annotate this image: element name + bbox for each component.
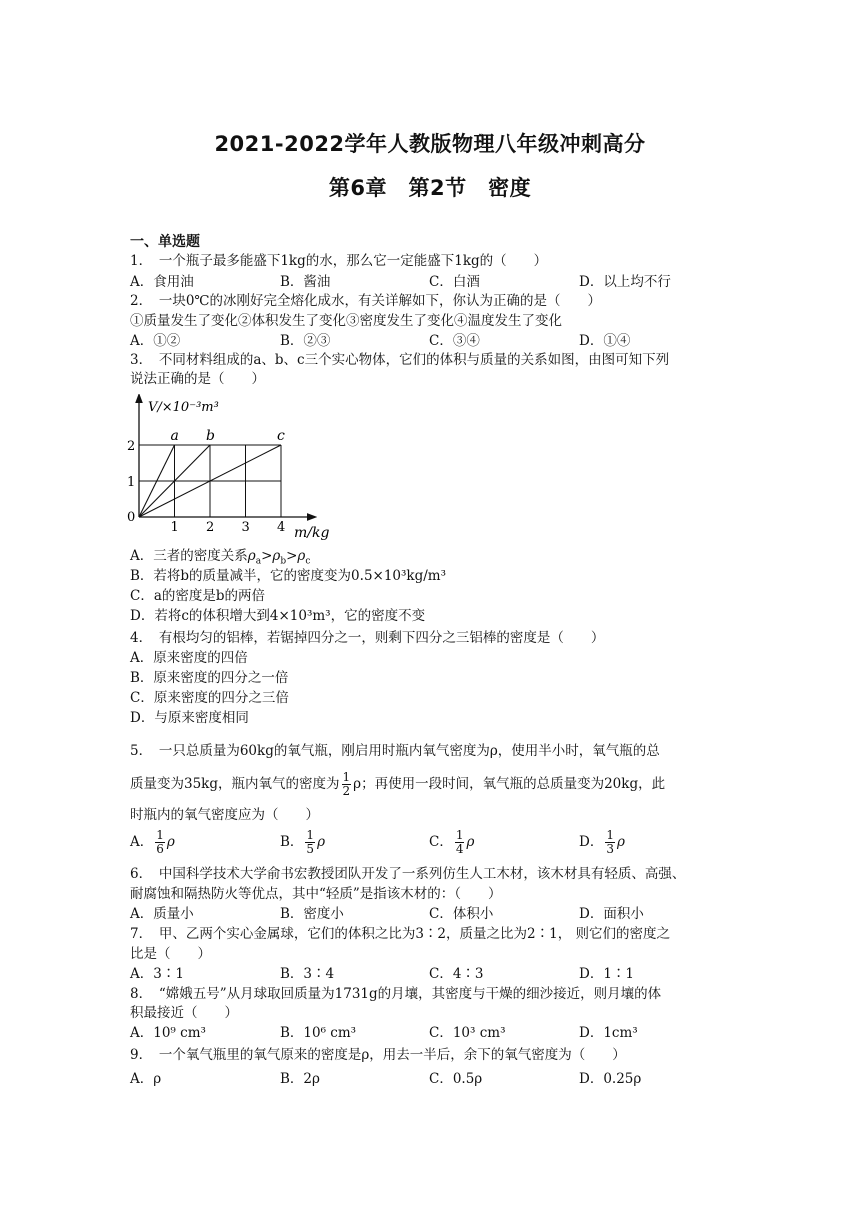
series-lines (139, 428, 285, 517)
q2-option-a: A．①② (130, 333, 181, 349)
q8-option-d: D．1cm³ (579, 1025, 638, 1041)
q5-line3: 时瓶内的氧气密度应为（ ） (130, 807, 319, 823)
x-tick-label: 4 (277, 520, 286, 535)
q3-option-a: A．三者的密度关系$\rho_a>\rho_b>\rho_c$ (130, 548, 311, 567)
q4-option-d: D．与原来密度相同 (130, 710, 249, 726)
q3-stem-cont: 说法正确的是（ ） (130, 371, 265, 387)
q5-line2: 质量变为35kg，瓶内氧气的密度为 $\frac{1}{2}$ ρ；再使用一段时间，氧气瓶的总质量变为20kg，此 (130, 770, 666, 798)
q6-line1: 6． 中国科学技术大学俞书宏教授团队开发了一系列仿生人工木材，该木材具有轻质、高强、 (130, 866, 686, 882)
tick-labels (127, 439, 285, 535)
q2-option-d: D．①④ (579, 333, 631, 349)
q3-option-b: B．若将b的质量减半，它的密度变为0.5×10³kg/m³ (130, 568, 447, 584)
y-tick-label: 1 (127, 475, 136, 490)
x-tick-label: 1 (170, 520, 179, 535)
series-label-a: a (170, 428, 179, 444)
q7-option-d: D．1∶1 (579, 966, 635, 982)
q4-option-c: C．原来密度的四分之三倍 (130, 690, 289, 706)
volume-mass-graph (122, 394, 352, 542)
q9-option-c: C．0.5ρ (429, 1071, 483, 1087)
y-axis-label: V/×10⁻³m³ (148, 400, 219, 415)
q4-stem: 4． 有根均匀的铝棒，若锯掉四分之一，则剩下四分之三铝棒的密度是（ ） (130, 630, 605, 646)
chapter-subtitle: 第6章 第2节 密度 (328, 176, 532, 200)
q2-option-c: C．③④ (429, 333, 480, 349)
q9-option-b: B．2ρ (280, 1071, 320, 1087)
q4-option-a: A．原来密度的四倍 (130, 650, 248, 666)
q2-stem: 2． 一块0℃的冰刚好完全熔化成水，有关详解如下，你认为正确的是（ ） (130, 293, 602, 309)
q1-option-d: D．以上均不行 (579, 274, 671, 290)
q7-option-b: B．3∶4 (280, 966, 335, 982)
q8-option-c: C．10³ cm³ (429, 1025, 506, 1041)
q6-option-d: D．面积小 (579, 906, 644, 922)
x-axis-label: m/kg (294, 525, 330, 541)
q5-option-d: D． $\frac{1}{3}$ ρ (579, 828, 625, 856)
section-heading: 一、单选题 (130, 234, 200, 250)
q8-line1: 8． “嫦娥五号”从月球取回质量为1731g的月壤，其密度与干燥的细沙接近，则月壤的体 (130, 986, 662, 1002)
q9-option-a: A．ρ (130, 1071, 162, 1087)
q3-option-c: C．a的密度是b的两倍 (130, 588, 266, 604)
q7-option-a: A．3∶1 (130, 966, 184, 982)
q6-option-c: C．体积小 (429, 906, 494, 922)
q9-stem: 9． 一个氧气瓶里的氧气原来的密度是ρ，用去一半后，余下的氧气密度为（ ） (130, 1047, 626, 1063)
y-tick-label: 2 (127, 439, 136, 454)
q1-option-b: B．酱油 (280, 274, 331, 290)
q5-option-c: C． $\frac{1}{4}$ ρ (429, 828, 475, 856)
q6-line2: 耐腐蚀和隔热防火等优点，其中“轻质”是指该木材的：（ ） (130, 886, 502, 902)
q5-option-b: B． $\frac{1}{5}$ ρ (280, 828, 325, 856)
q4-option-b: B．原来密度的四分之一倍 (130, 670, 289, 686)
q2-statements: ①质量发生了变化②体积发生了变化③密度发生了变化④温度发生了变化 (130, 313, 562, 329)
q7-line1: 7． 甲、乙两个实心金属球，它们的体积之比为3∶2，质量之比为2∶1， 则它们的密度之 (130, 926, 670, 942)
x-tick-label: 2 (206, 520, 215, 535)
q8-option-b: B．10⁶ cm³ (280, 1025, 357, 1041)
x-tick-label: 3 (241, 520, 250, 535)
q5-line1: 5． 一只总质量为60kg的氧气瓶，刚启用时瓶内氧气密度为ρ，使用半小时，氧气瓶的总 (130, 743, 660, 759)
q8-line2: 积最接近（ ） (130, 1005, 238, 1021)
q7-line2: 比是（ ） (130, 946, 211, 962)
q6-option-a: A．质量小 (130, 906, 194, 922)
one-half-fraction: $\frac{1}{2}$ (342, 770, 351, 798)
q1-option-a: A．食用油 (130, 274, 194, 290)
page-title: 2021-2022学年人教版物理八年级冲刺高分 (214, 132, 646, 156)
q3-stem: 3． 不同材料组成的a、b、c三个实心物体，它们的体积与质量的关系如图，由图可知下列 (130, 352, 670, 368)
q1-option-c: C．白酒 (429, 274, 480, 290)
q5-option-a: A． $\frac{1}{6}$ ρ (130, 828, 175, 856)
series-label-b: b (206, 428, 215, 444)
q8-option-a: A．10⁹ cm³ (130, 1025, 206, 1041)
q1-stem: 1． 一个瓶子最多能盛下1kg的水，那么它一定能盛下1kg的（ ） (130, 253, 548, 269)
q7-option-c: C．4∶3 (429, 966, 484, 982)
origin-label: 0 (127, 510, 136, 525)
q9-option-d: D．0.25ρ (579, 1071, 642, 1087)
q6-option-b: B．密度小 (280, 906, 344, 922)
q2-option-b: B．②③ (280, 333, 331, 349)
q3-option-d: D．若将c的体积增大到4×10³m³，它的密度不变 (130, 608, 426, 624)
series-label-c: c (277, 428, 285, 444)
